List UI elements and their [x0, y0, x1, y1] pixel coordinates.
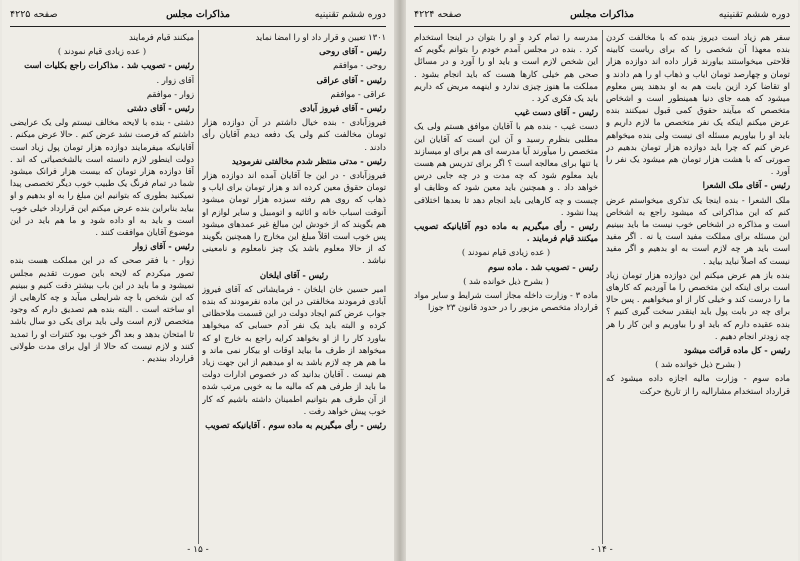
speaker-paragraph: رئیس - تصویب شد . ماده سوم — [487, 261, 598, 272]
speaker-paragraph: رئیس - آقای زوار — [132, 241, 194, 252]
right-header-rule — [414, 26, 790, 27]
left-page-footer-number: - ۱۵ - — [187, 545, 209, 555]
transcript-paragraph: ( عده زیادی قیام نمودند ) — [461, 247, 551, 258]
left-column-left — [10, 31, 194, 541]
book-gutter — [394, 0, 406, 561]
transcript-paragraph: ( بشرح ذیل خوانده شد ) — [655, 359, 741, 370]
right-page-session: دوره ششم تقنینیه — [718, 9, 790, 20]
speaker-paragraph: رئیس - کل ماده قرائت میشود — [683, 345, 790, 356]
transcript-paragraph: دست غیب - بنده هم با آقایان موافق هستم ولی یک مطلبی بنظرم رسید و آن این است که آقایان این متخصص را میآورند آیا مدرسه ای هم برای او میسازند یا تنها برای معالجه است ؟ اگر برای تدریس هم هست باید معلوم شود که چه مدت و در چه جایی درس خواهد داد . و همچنین باید معین شود که وظایف او چیست و چه کارهایی باید انجام دهد تا بعدها اختلافی پیدا نشود . — [414, 121, 598, 217]
speaker-paragraph: رئیس - آقای ملک الشعرا — [702, 180, 790, 191]
speaker-paragraph: رئیس - تصویب شد . مذاکرات راجع بکلیات است — [24, 60, 194, 71]
speaker-paragraph: رئیس - آقای دشتی — [127, 103, 194, 114]
speaker-paragraph: رئیس - آقای دست غیب — [514, 107, 598, 118]
transcript-paragraph: سفر هم زیاد است دیروز بنده که با مخالفت کردن بنده معهذا آن شخصی را که برای ریاست کابینه فلاحتی میخواستند بیاورند قرار داده اند دوازده هزار تومان و چهارصد تومان ایاب و ذهاب او را هم دادند و او تقاضا کرد ازین بابت هم به او بدهند پس معلوم میشود که همه جای دنیا همینطور است و اشخاص متخصص که میآیند حقوق کمی قبول نمیکنند بنده عرض میکنم اینکه یک نفر متخصص ما لازم داریم و باید او را بیاوریم مسئله ای نیست ولی بنده میخواهم عرض کنم که چرا باید دوازده هزار تومان بدهیم در صورتی که با هشت هزار تومان هم میشود یک نفر را آورد . — [606, 32, 790, 177]
speaker-paragraph: رئیس - آقای فیروز آبادی — [299, 103, 386, 114]
transcript-paragraph: فیروزآبادی - بنده خیال داشتم در آن دوازده هزار تومان مخالفت کنم ولی یک دفعه دیدم آقایان رأی دادند . — [202, 117, 386, 152]
transcript-paragraph: عراقی - موافقم — [330, 88, 386, 99]
speaker-paragraph: رئیس - آقای روحی — [319, 46, 386, 57]
transcript-paragraph: ( عده زیادی قیام نمودند ) — [57, 46, 147, 57]
right-page — [406, 0, 798, 561]
left-page — [2, 0, 394, 561]
left-page-header — [10, 8, 386, 24]
right-column-divider — [602, 30, 603, 544]
left-page-footer — [2, 545, 394, 555]
transcript-paragraph: زوار - موافقم — [146, 88, 194, 99]
right-page-title: مذاکرات مجلس — [570, 9, 634, 20]
transcript-paragraph: میکنند قیام فرمایند — [129, 32, 194, 42]
left-page-title: مذاکرات مجلس — [166, 9, 230, 20]
right-column-right — [606, 31, 790, 541]
left-column-right — [202, 31, 386, 541]
transcript-paragraph: روحی - موافقم — [333, 60, 386, 71]
transcript-paragraph: ۱۳۰۱ تعیین و قرار داد او را امضا نماید — [255, 32, 386, 42]
transcript-paragraph: بنده باز هم عرض میکنم این دوازده هزار تومان زیاد است برای اینکه این متخصص را ما آوردیم که کارهای ما را درست کند و خیلی کار از او میخواهیم . پس حالا برای چه در بابت پول باید اینقدر سخت گیری کنیم ؟ بنده عقیده دارم که باید او را بیاوریم و این کار را هر چه زودتر انجام دهیم . — [606, 269, 790, 341]
left-page-number-label: صفحه ۴۲۲۵ — [10, 9, 58, 20]
transcript-paragraph: ( بشرح ذیل خوانده شد ) — [463, 275, 549, 286]
speaker-paragraph: رئیس - رأی میگیریم به ماده دوم آقایانیکه تصویب میکنند قیام فرمایند . — [414, 221, 598, 244]
transcript-paragraph: دشتی - بنده با لایحه مخالف نیستم ولی یک عرایضی داشتم که فرصت نشد عرض کنم . حالا عرض میکنم . آقایانیکه میفرمایند دوازده هزار تومان پول زیاد است دولت اینطور لازم دانسته است بالشخصیاتی که اند . آقا دوازده هزار تومان که بیست هزار فرانک میشود شما در تمام فرنگ یک طبیب خوب دیگر تخصصی پیدا نمیکنید بطوری که بتوانیم این مبلغ را به او بدهیم و او بیاید بنابراین بنده عرض میکنم این قرارداد خیلی خوب است و باید به او داده شود و ما هم باید در این موضوع آقایان موافقت کنند . — [10, 117, 194, 238]
transcript-paragraph: فیروزآبادی - در این جا آقایان آمده اند دوازده هزار تومان حقوق معین کرده اند و هزار تومان برای ایاب و ذهاب که روی هم رفته سیزده هزار تومان میشود آنوقت اسباب خانه و اثاثیه و اتومبیل و سایر لوازم او هم بگویند که از خودش این مبالغ غیر عمدهای میشود پس خوب است اقلاً مبلغ این مخارج را همچنین بگویند که از حالا معلوم باشد یک چیز نامعلوم و نامعینی نباشد . — [202, 170, 386, 266]
transcript-paragraph: امیر حسین خان ایلخان - فرمایشاتی که آقای فیروز آبادی فرمودند مخالفتی در این ماده نفرمودند که بنده جواب عرض کنم ایجاد دولت در این قسمت ملاحظاتی کرده و البته باید یک نفر آدم حسابی که میخواهد بیاورد کار را از او بخواهد کرایه راجع به خارج او که میخواهد از طرف ما بیاید اوقات او بیکار نمی ماند و ما هم هر چه لازم باشد به او میدهیم از این جهت زیاد هم نیست . آقایان بدانید که در خصوص ادارات دولت ما باید از طرفی هم که مالیه ما به خوبی مرتب شده از آن طرف هم بتوانیم اطمینان داشته باشیم که کار خوب پیش خواهد رفت . — [202, 283, 386, 416]
transcript-paragraph: ماده سوم - وزارت مالیه اجازه داده میشود که قرارداد استخدام مشارالیه را از تاریخ حرکت — [606, 373, 790, 396]
transcript-paragraph: مدرسه را تمام کرد و او را بتوان در اینجا استخدام کرد . بنده در مجلس آمدم خودم را بتوانم بگویم که این شخص لازم است و باید او را آورد و در مسائل صحی هم خیلی کارها هست که باید انجام بشود . مملکت ما هنوز چیزی ندارد و اینهمه مریض که داریم باید یک فکری کرد . — [414, 32, 598, 104]
transcript-paragraph: زوار - با فقر صحی که در این مملکت هست بنده تصور میکردم که لایحه باین صورت تقدیم مجلس نمیشود و ما باید در این باب بیشتر دقت کنیم و ببینیم که این شخص با چه شرایطی میآید و چه کارهایی از او ساخته است . البته بنده هم تصدیق دارم که وجود متخصص لازم است ولی باید برای یکی دو سال باشد تا امتحان بدهد و بعد اگر خوب بود کنترات او را تمدید کنند و لازم نیست که حالا از اول برای مدت طولانی قرارداد ببندیم . — [10, 255, 194, 364]
left-header-rule — [10, 26, 386, 27]
transcript-paragraph: ماده ۳ - وزارت داخله مجاز است شرایط و سایر مواد قرارداد متخصص مزبور را در حدود قانون ۲۳ جوزا — [414, 290, 598, 313]
speaker-paragraph: رئیس - رأی میگیریم به ماده سوم . آقایانیکه تصویب — [205, 420, 386, 431]
speaker-paragraph: رئیس - مدتی منتظر شدم مخالفتی نفرمودید — [231, 155, 386, 166]
left-column-divider — [198, 30, 199, 544]
left-page-session: دوره ششم تقنینیه — [314, 9, 386, 20]
right-page-footer — [406, 545, 798, 555]
right-column-left — [414, 31, 598, 541]
transcript-paragraph: آقای زوار . — [156, 74, 194, 85]
transcript-paragraph: ملک الشعرا - بنده اینجا یک تذکری میخواستم عرض کنم که این مذاکراتی که میشود راجع به اشخاص است و مذاکره در اشخاص خوب نیست ما باید ببینیم این مسئله برای مملکت مفید است یا نه . اگر مفید است باید هر چه لازم است به او بدهیم و اگر مفید نیست که اصلاً نباید بیاید . — [606, 194, 790, 266]
right-page-number-label: صفحه ۴۲۲۴ — [414, 9, 462, 20]
right-page-footer-number: - ۱۴ - — [591, 545, 613, 555]
right-page-header — [414, 8, 790, 24]
speaker-paragraph: رئیس - آقای ایلخان — [259, 269, 329, 280]
speaker-paragraph: رئیس - آقای عراقی — [316, 74, 386, 85]
